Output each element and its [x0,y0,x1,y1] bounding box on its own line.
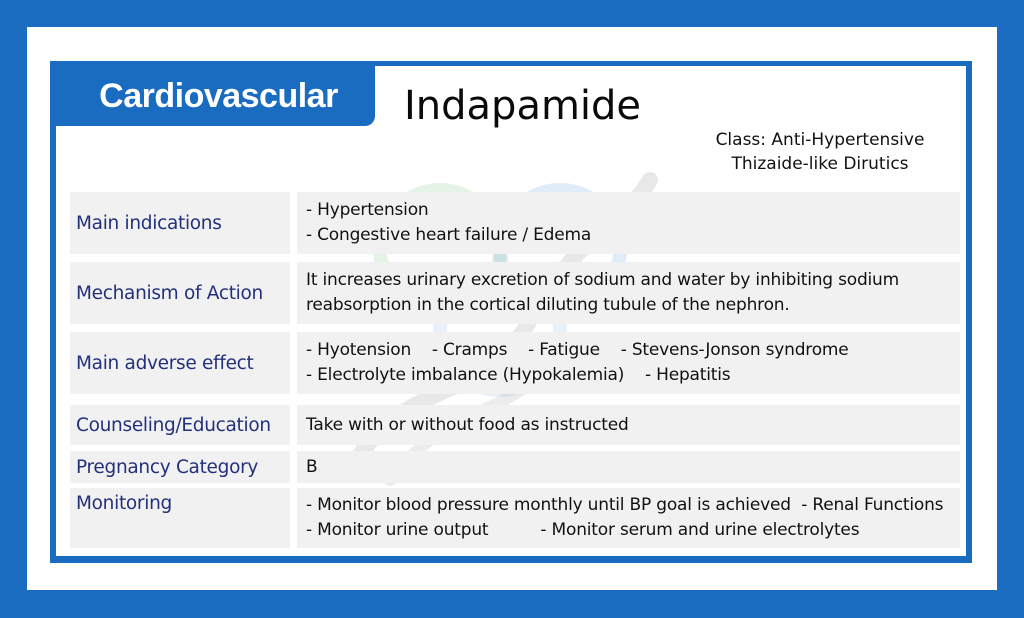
row-mechanism-of-action [70,262,960,324]
row-value-line: reabsorption in the cortical diluting tubule of the nephron. [306,295,790,315]
row-pregnancy-category [70,451,960,483]
drug-class [680,128,960,176]
row-main-adverse-effect [70,332,960,394]
row-monitoring [70,488,960,548]
row-label-cell [70,488,290,548]
row-label: Main adverse effect [76,352,254,374]
row-label-cell [70,262,290,324]
row-value-line: - Electrolyte imbalance (Hypokalemia) - Hepatitis [306,365,731,385]
category-tab [56,66,375,126]
row-label: Counseling/Education [76,414,271,436]
row-value-cell [297,451,960,483]
row-value-line: - Hypertension [306,200,429,220]
row-value-cell [297,405,960,445]
row-label-cell [70,451,290,483]
row-value-line: Take with or without food as instructed [306,414,629,435]
row-value-line: B [306,456,318,477]
row-label: Main indications [76,212,222,234]
row-counseling-education [70,405,960,445]
category-label: Cardiovascular [99,77,338,115]
row-label: Pregnancy Category [76,456,259,478]
row-label-cell [70,332,290,394]
row-label: Monitoring [76,493,172,514]
row-value-cell [297,262,960,324]
row-value-line: - Monitor urine output - Monitor serum and urine electrolytes [306,520,860,540]
row-label-cell [70,405,290,445]
row-main-indications [70,192,960,254]
row-label: Mechanism of Action [76,282,263,304]
drug-class-line-2: Thizaide-like Dirutics [731,154,909,174]
row-value-line: - Hyotension - Cramps - Fatigue - Stevens-Jonson syndrome [306,340,849,360]
row-value-line: - Monitor blood pressure monthly until BP goal is achieved - Renal Functions [306,495,944,515]
row-value-cell [297,332,960,394]
row-value-line: - Congestive heart failure / Edema [306,225,592,245]
drug-name: Indapamide [404,83,642,129]
row-label-cell [70,192,290,254]
row-value-line: It increases urinary excretion of sodium and water by inhibiting sodium [306,270,899,290]
drug-class-line-1: Class: Anti-Hypertensive [715,130,925,150]
row-value-cell [297,488,960,548]
row-value-cell [297,192,960,254]
